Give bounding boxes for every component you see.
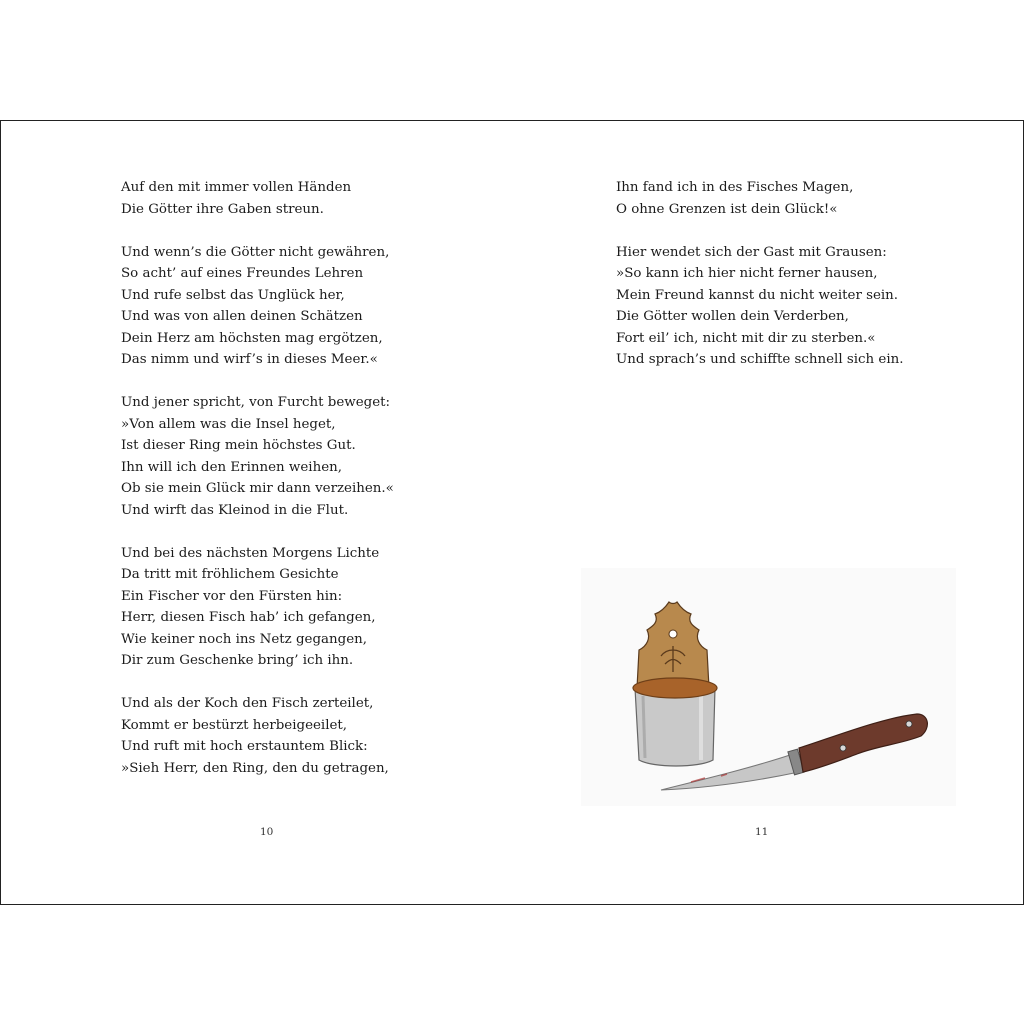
stanza (616, 242, 904, 371)
poem-line: Die Götter ihre Gaben streun. (121, 201, 324, 217)
right-page-poem (616, 177, 904, 392)
salt-box-and-knife-illustration (581, 568, 956, 806)
poem-line: Wie keiner noch ins Netz gegangen, (121, 631, 368, 647)
illustration-drawing (581, 568, 956, 806)
stanza (121, 392, 394, 521)
page-number-right: 11 (755, 826, 769, 838)
poem-line: »So kann ich hier nicht ferner hausen, (616, 266, 878, 281)
poem-line: Ein Fischer vor den Fürsten hin: (121, 588, 343, 604)
poem-line: Dir zum Geschenke bring’ ich ihn. (121, 653, 354, 668)
book-spread (0, 120, 1024, 905)
poem-line: Ihn will ich den Erinnen weihen, (121, 459, 343, 475)
poem-line: Mein Freund kannst du nicht weiter sein. (616, 287, 899, 303)
poem-line: Und was von allen deinen Schätzen (121, 309, 363, 324)
poem-line: »Sieh Herr, den Ring, den du getragen, (121, 760, 389, 776)
poem-line: Und wirft das Kleinod in die Flut. (121, 502, 349, 518)
poem-line: Und als der Koch den Fisch zerteilet, (121, 696, 374, 711)
poem-line: Fort eil’ ich, nicht mit dir zu sterben.« (616, 330, 876, 346)
stanza (121, 177, 394, 220)
poem-line: »Von allem was die Insel heget, (121, 416, 336, 432)
stanza (616, 177, 904, 220)
poem-line: Die Götter wollen dein Verderben, (616, 309, 849, 324)
stanza (121, 543, 394, 672)
poem-line: Dein Herz am höchsten mag ergötzen, (121, 330, 383, 346)
poem-line: Ob sie mein Glück mir dann verzeihen.« (121, 481, 394, 496)
poem-line: Und bei des nächsten Morgens Lichte (121, 545, 380, 561)
poem-line: Und sprach’s und schiffte schnell sich ein. (616, 352, 904, 367)
page-number-left: 10 (260, 826, 274, 838)
poem-line: Herr, diesen Fisch hab’ ich gefangen, (121, 610, 376, 625)
poem-line: Da tritt mit fröhlichem Gesichte (121, 567, 339, 582)
poem-line: Das nimm und wirf’s in dieses Meer.« (121, 352, 378, 367)
left-page-poem (121, 177, 394, 801)
stanza (121, 242, 394, 371)
stanza (121, 693, 394, 779)
poem-line: Und wenn’s die Götter nicht gewähren, (121, 244, 390, 260)
poem-line: Ist dieser Ring mein höchstes Gut. (121, 438, 356, 453)
salt-box (633, 602, 717, 766)
poem-line: Und rufe selbst das Unglück her, (121, 287, 345, 303)
salt-box-rim (633, 678, 717, 698)
poem-line: Und ruft mit hoch erstauntem Blick: (121, 739, 368, 754)
poem-line: Hier wendet sich der Gast mit Grausen: (616, 244, 887, 260)
salt-box-backplate (637, 602, 709, 688)
poem-line: So acht’ auf eines Freundes Lehren (121, 266, 364, 281)
poem-line: O ohne Grenzen ist dein Glück!« (616, 201, 838, 217)
poem-line: Kommt er bestürzt herbeigeeilet, (121, 717, 348, 733)
poem-line: Auf den mit immer vollen Händen (121, 180, 352, 195)
poem-line: Und jener spricht, von Furcht beweget: (121, 395, 391, 410)
poem-line: Ihn fand ich in des Fisches Magen, (616, 180, 854, 195)
